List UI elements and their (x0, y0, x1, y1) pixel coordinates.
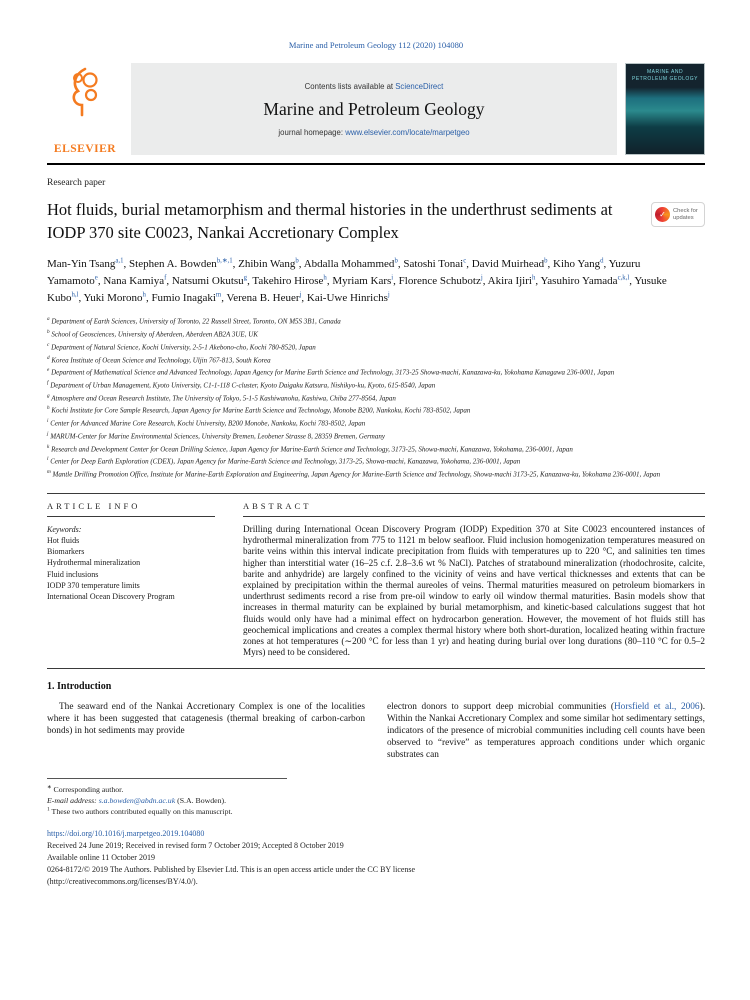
article-footer (47, 828, 705, 888)
header-divider (47, 163, 705, 165)
journal-citation-link[interactable]: Marine and Petroleum Geology 112 (2020) 104080 (288, 40, 464, 50)
affiliation: $^c$ Department of Natural Science, Kochi University, 2-5-1 Akebono-cho, Kochi 780-8520, Japan (47, 341, 316, 352)
journal-name: Marine and Petroleum Geology (263, 98, 485, 119)
journal-header (47, 63, 705, 155)
email-note: E-mail address: s.a.bowden@abdn.ac.uk (S.A. Bowden). (47, 796, 227, 806)
abstract-heading: ABSTRACT (243, 501, 705, 517)
author: Zhibin Wang$^b$ (238, 257, 299, 271)
crossmark-icon: ✓ (655, 207, 670, 222)
affiliation: $^i$ Center for Advanced Marine Core Research, Kochi University, B200 Monobe, Nankoku, Kochi 783-8502, Japan (47, 418, 366, 428)
doi-link[interactable]: https://doi.org/10.1016/j.marpetgeo.2019.104080 (47, 828, 205, 838)
keyword: Fluid inclusions (47, 569, 99, 579)
check-updates-label: Check for updates (673, 207, 698, 221)
author: Yuzuru Yamamoto$^e$ (47, 258, 641, 288)
affiliation: $^m$ Mantle Drilling Promotion Office, Institute for Marine-Earth Exploration and Engineering, Japan Agency for Marine-Earth Science and Technology, Showa-machi 3173-25, Kanazawa-ku, Yokohama 236-0001, Japan (47, 469, 661, 479)
info-abstract-block (47, 493, 705, 669)
check-for-updates-badge[interactable] (651, 202, 705, 227)
author: Fumio Inagaki$^m$ (151, 291, 222, 305)
author: David Muirhead$^b$ (471, 257, 548, 271)
paper-title: Hot fluids, burial metamorphism and thermal histories in the underthrust sediments at IODP 370 site C0023, Nankai Accretionary Complex (47, 200, 613, 243)
author: Verena B. Heuer$^j$ (226, 291, 302, 305)
author: Stephen A. Bowden$^{b,∗,1}$ (129, 257, 233, 271)
abstract-text: Drilling during International Ocean Discovery Program (IODP) Expedition 370 at Site C0023 encountered instances of hydrothermal mineralization from 775 to 1121 m below seafloor. Fluid inclusion homogenization temperatures measured on barite veins within this interval indicate precipitation from fluids with temperatures up to 220 °C, and salinities ten times higher than interstitial water (16–25 c.f. 2.8–3.6 wt % NaCl). Patches of stratabound mineralization (rhodochrosite, calcite, barite and anhydride) are largely confined to the vicinity of veins and have vertical thicknesses and extents that can be explained by precipitation within the thermal aureoles of veins. Thermal maturities measured on petroleum biomarkers in underthrust sediments record a rise from pre-oil window to early oil window thermal maturities. Basin models show that increases in thermal maturity can be explained by burial metamorphism, and kinetic-based calculations suggest that hot fluids would only have had a minimal effect on hydrocarbon generation. However, the movement of hot fluids still has geochemical implications and creates a complex thermal history where both short-duration, localized heating within fracture zones at hot temperatures (∼200 °C for less than 1 yr) and heating during burial over long durations (80–110 °C for 0.5–2 Myrs) need to be considered. (243, 523, 705, 658)
keyword-list (47, 535, 215, 602)
author: Akira Ijiri$^h$ (487, 274, 536, 288)
affiliation: $^g$ Atmosphere and Ocean Research Institute, The University of Tokyo, 5-1-5 Kashiwanoha, Kashiwa, Chiba 277-8564, Japan (47, 392, 396, 403)
author: Florence Schubotz$^j$ (398, 274, 483, 288)
available-online: Available online 11 October 2019 (47, 852, 155, 862)
author: Man-Yin Tsang$^{a,1}$ (47, 257, 124, 271)
equal-contribution-note: $^1$ These two authors contributed equally on this manuscript. (47, 806, 233, 817)
sciencedirect-link[interactable]: ScienceDirect (395, 81, 444, 91)
author: Myriam Kars$^i$ (332, 274, 394, 288)
affiliation: $^l$ Center for Deep Earth Exploration (CDEX), Japan Agency for Marine-Earth Science and Technology, 3173-25, Showa-machi, Kanazawa, Yokohama, 236-0001, Japan (47, 456, 521, 466)
affiliation: $^a$ Department of Earth Sciences, University of Toronto, 22 Russell Street, Toronto, ON M5S 3B1, Canada (47, 316, 341, 326)
author: Kai-Uwe Hinrichs$^j$ (306, 291, 390, 305)
affiliation: $^k$ Research and Development Center for Ocean Drilling Science, Japan Agency for Marine-Earth Science and Technology, 3173-25, Showa-machi, Kanazawa, Yokohama, 236-0001, Japan (47, 443, 573, 453)
author: Nana Kamiya$^f$ (103, 274, 167, 288)
introduction-heading: 1. Introduction (47, 680, 112, 692)
introduction-section (47, 681, 705, 761)
elsevier-tree-icon (64, 65, 106, 121)
affiliation: $^e$ Department of Mathematical Science and Advanced Technology, Japan Agency for Marine Earth Science and Technology, 3173-25 Showa-machi, Kanazawa-ku, Yokohama Kanagawa 236-0001, Japan (47, 367, 615, 377)
article-type-label: Research paper (47, 178, 106, 188)
corresponding-author-note: ∗ Corresponding author. (47, 784, 124, 794)
keyword: Hydrothermal mineralization (47, 558, 141, 568)
license-line: (http://creativecommons.org/licenses/BY/4.0/). (47, 876, 198, 886)
author-list: Man-Yin Tsang$^{a,1}$, Stephen A. Bowden$^{b,∗,1}$, Zhibin Wang$^b$, Abdalla Mohammed$^b$, Satoshi Tonai$^c$, David Muirhead$^b$, Kiho Yang$^d$, Yuzuru Yamamoto$^e$, Nana Kamiya$^f$, Natsumi Okutsu$^g$, Takehiro Hirose$^h$, Myriam Kars$^i$, Florence Schubotz$^j$, Akira Ijiri$^h$, Yasuhiro Yamada$^{c,k,l}$, Yusuke Kubo$^{h,l}$, Yuki Morono$^h$, Fumio Inagaki$^m$, Verena B. Heuer$^j$, Kai-Uwe Hinrichs$^j$ (47, 257, 667, 305)
author: Yuki Morono$^h$ (83, 291, 146, 305)
keyword: Hot fluids (47, 536, 80, 546)
contents-line: Contents lists available at ScienceDirect (304, 81, 444, 91)
author: Abdalla Mohammed$^b$ (303, 257, 398, 271)
copyright-line: 0264-8172/© 2019 The Authors. Published by Elsevier Ltd. This is an open access article under the CC BY license (47, 864, 416, 874)
affiliation: $^f$ Department of Urban Management, Kyoto University, C1-1-118 C-cluster, Kyoto Daigaku Katsura, Nishikyo-ku, Kyoto, 615-8540, Japan (47, 380, 436, 390)
author: Takehiro Hirose$^h$ (252, 274, 327, 288)
affiliation: $^b$ School of Geosciences, University of Aberdeen, Aberdeen AB2A 3UE, UK (47, 329, 258, 339)
email-link[interactable]: s.a.bowden@abdn.ac.uk (98, 796, 176, 806)
introduction-column-right: electron donors to support deep microbial communities (Horsfield et al., 2006). Within the Nankai Accretionary Complex and some similar hot sedimentary settings, indicators of the presence of microbial communities including cell counts have been observed to “revive” as temperatures approach conditions under which organic substrates can (387, 701, 706, 760)
journal-masthead (131, 63, 617, 155)
journal-cover-title: MARINE AND PETROLEUM GEOLOGY (631, 69, 698, 82)
author: Natsumi Okutsu$^g$ (171, 274, 248, 288)
introduction-column-left: The seaward end of the Nankai Accretionary Complex is one of the localities where it has been suggested that catagenesis (thermal breaking of carbon-carbon bonds) in hot sediments may provide (47, 701, 365, 736)
author: Yusuke Kubo$^{h,l}$ (47, 275, 667, 305)
citation-link-horsfield[interactable]: Horsfield et al., 2006 (613, 701, 700, 712)
affiliation: $^d$ Korea Institute of Ocean Science and Technology, Uljin 767-813, South Korea (47, 354, 271, 364)
elsevier-logo[interactable] (47, 63, 131, 155)
keyword: International Ocean Discovery Program (47, 592, 175, 601)
abstract-column (243, 501, 705, 659)
affiliation: $^h$ Kochi Institute for Core Sample Research, Japan Agency for Marine Earth Science and Technology, Monobe B200, Nankoku, Kochi 783-8502, Japan (47, 405, 471, 415)
author: Yasuhiro Yamada$^{c,k,l}$ (540, 274, 630, 288)
article-info-column (47, 501, 215, 659)
keyword: IODP 370 temperature limits (47, 580, 140, 590)
author: Satoshi Tonai$^c$ (403, 257, 467, 271)
received-dates: Received 24 June 2019; Received in revised form 7 October 2019; Accepted 8 October 2019 (47, 840, 344, 850)
keywords-label: Keywords: (47, 524, 82, 534)
title-row (47, 198, 705, 244)
author: Kiho Yang$^d$ (553, 257, 604, 271)
affiliation-list (47, 315, 705, 481)
footnote-divider (47, 778, 287, 779)
elsevier-wordmark: ELSEVIER (53, 143, 117, 155)
journal-cover-thumbnail (625, 63, 705, 155)
article-info-heading: ARTICLE INFO (47, 501, 215, 517)
keyword: Biomarkers (47, 547, 85, 557)
affiliation: $^j$ MARUM-Center for Marine Environmental Sciences, University Bremen, Leobener Strasse 8, 28359 Bremen, Germany (47, 430, 385, 441)
keywords-section (47, 524, 215, 602)
homepage-line: journal homepage: www.elsevier.com/locate/marpetgeo (278, 127, 470, 137)
footnotes (47, 778, 705, 818)
journal-homepage-link[interactable]: www.elsevier.com/locate/marpetgeo (345, 127, 470, 137)
